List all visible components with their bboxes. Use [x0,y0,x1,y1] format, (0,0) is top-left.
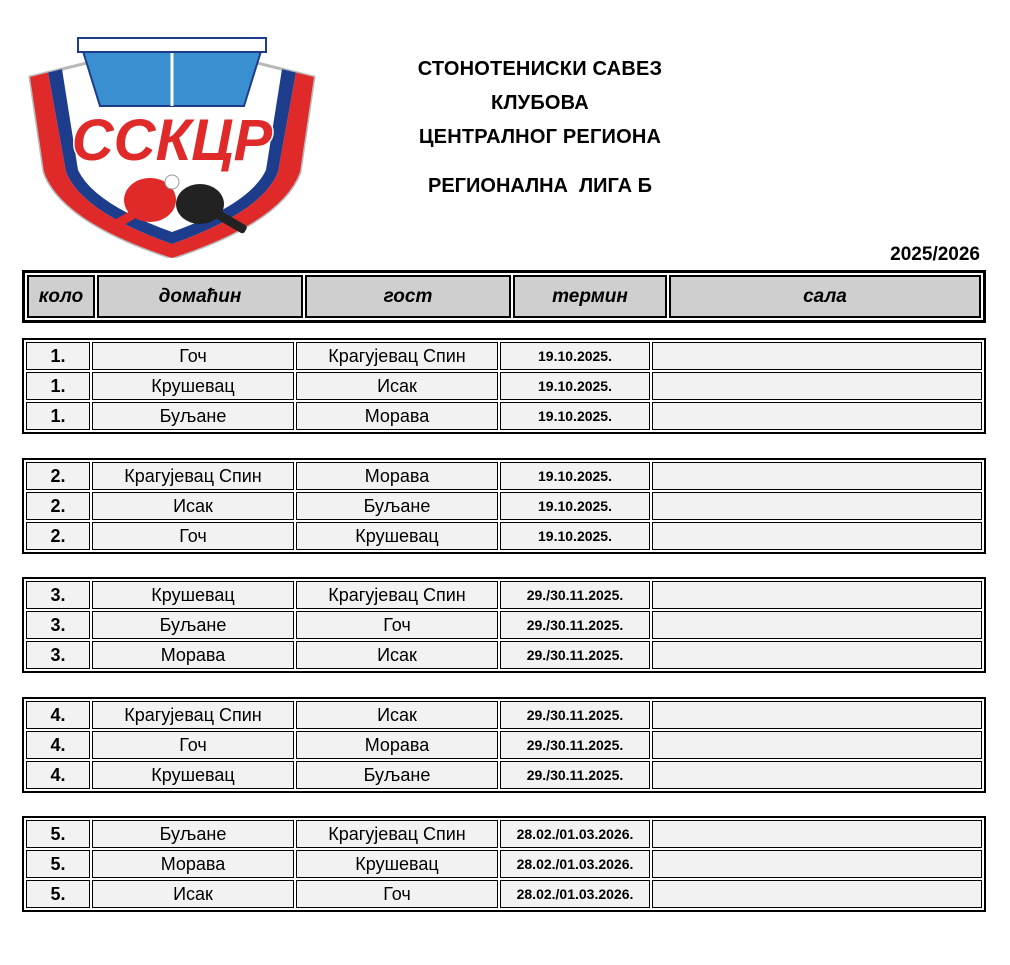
match-home: Морава [92,850,294,878]
match-home: Крагујевац Спин [92,701,294,729]
org-name-line-1: СТОНОТЕНИСКИ САВЕЗ [417,58,663,80]
col-header-hall: сала [669,275,981,318]
match-hall [652,402,982,430]
match-hall [652,880,982,908]
match-round: 3. [26,641,90,669]
match-away: Морава [296,462,498,490]
match-home: Буљане [92,402,294,430]
match-hall [652,731,982,759]
match-date: 19.10.2025. [500,522,650,550]
match-home: Гоч [92,731,294,759]
match-date: 29./30.11.2025. [500,701,650,729]
match-home: Крушевац [92,581,294,609]
match-round: 4. [26,731,90,759]
match-date: 19.10.2025. [500,462,650,490]
match-date: 28.02./01.03.2026. [500,880,650,908]
match-away: Исак [296,641,498,669]
match-home: Крушевац [92,372,294,400]
match-round: 5. [26,850,90,878]
round-table [22,458,986,554]
table-row [26,761,982,789]
match-date: 28.02./01.03.2026. [500,820,650,848]
match-hall [652,522,982,550]
match-hall [652,611,982,639]
match-away: Морава [296,731,498,759]
match-hall [652,342,982,370]
col-header-round: коло [27,275,95,318]
round-table [22,697,986,793]
league-title: РЕГИОНАЛНА ЛИГА Б [428,175,652,197]
match-round: 5. [26,880,90,908]
match-hall [652,372,982,400]
col-header-away: гост [305,275,511,318]
table-row [26,342,982,370]
match-date: 29./30.11.2025. [500,581,650,609]
match-date: 19.10.2025. [500,402,650,430]
table-row [26,611,982,639]
match-round: 2. [26,462,90,490]
match-hall [652,581,982,609]
match-hall [652,492,982,520]
table-row [26,731,982,759]
match-home: Морава [92,641,294,669]
round-table [22,577,986,673]
match-hall [652,820,982,848]
match-round: 1. [26,342,90,370]
match-round: 1. [26,372,90,400]
match-date: 19.10.2025. [500,492,650,520]
match-hall [652,462,982,490]
match-home: Крушевац [92,761,294,789]
match-home: Гоч [92,342,294,370]
match-home: Крагујевац Спин [92,462,294,490]
table-row [26,522,982,550]
col-header-home: домаћин [97,275,303,318]
match-home: Гоч [92,522,294,550]
match-away: Гоч [296,611,498,639]
match-away: Крагујевац Спин [296,342,498,370]
match-hall [652,761,982,789]
season-label: 2025/2026 [890,244,980,265]
table-row [26,880,982,908]
match-date: 29./30.11.2025. [500,731,650,759]
column-header-table [22,270,986,323]
match-round: 2. [26,522,90,550]
match-date: 28.02./01.03.2026. [500,850,650,878]
match-round: 3. [26,581,90,609]
match-round: 1. [26,402,90,430]
table-row [26,850,982,878]
match-away: Исак [296,372,498,400]
match-round: 4. [26,701,90,729]
table-row [26,462,982,490]
match-date: 29./30.11.2025. [500,641,650,669]
match-away: Буљане [296,492,498,520]
match-away: Буљане [296,761,498,789]
match-away: Крушевац [296,850,498,878]
match-away: Морава [296,402,498,430]
match-home: Исак [92,880,294,908]
table-row [26,820,982,848]
match-home: Исак [92,492,294,520]
match-date: 19.10.2025. [500,342,650,370]
match-away: Исак [296,701,498,729]
col-header-date: термин [513,275,667,318]
table-row [26,402,982,430]
table-row [26,701,982,729]
table-row [26,492,982,520]
table-row [26,641,982,669]
match-round: 3. [26,611,90,639]
match-away: Гоч [296,880,498,908]
match-away: Крушевац [296,522,498,550]
org-name-line-2: КЛУБОВА [491,92,589,114]
match-round: 5. [26,820,90,848]
table-row [26,581,982,609]
match-round: 4. [26,761,90,789]
match-home: Буљане [92,611,294,639]
match-date: 19.10.2025. [500,372,650,400]
round-table [22,816,986,912]
match-hall [652,641,982,669]
round-table [22,338,986,434]
federation-logo [22,22,322,258]
header-title-block [340,52,740,200]
table-row [26,372,982,400]
match-away: Крагујевац Спин [296,581,498,609]
logo-lettering: ССКЦР [71,108,273,173]
match-round: 2. [26,492,90,520]
match-hall [652,701,982,729]
match-away: Крагујевац Спин [296,820,498,848]
org-name-line-3: ЦЕНТРАЛНОГ РЕГИОНА [418,126,662,148]
match-date: 29./30.11.2025. [500,761,650,789]
match-home: Буљане [92,820,294,848]
match-hall [652,850,982,878]
match-date: 29./30.11.2025. [500,611,650,639]
